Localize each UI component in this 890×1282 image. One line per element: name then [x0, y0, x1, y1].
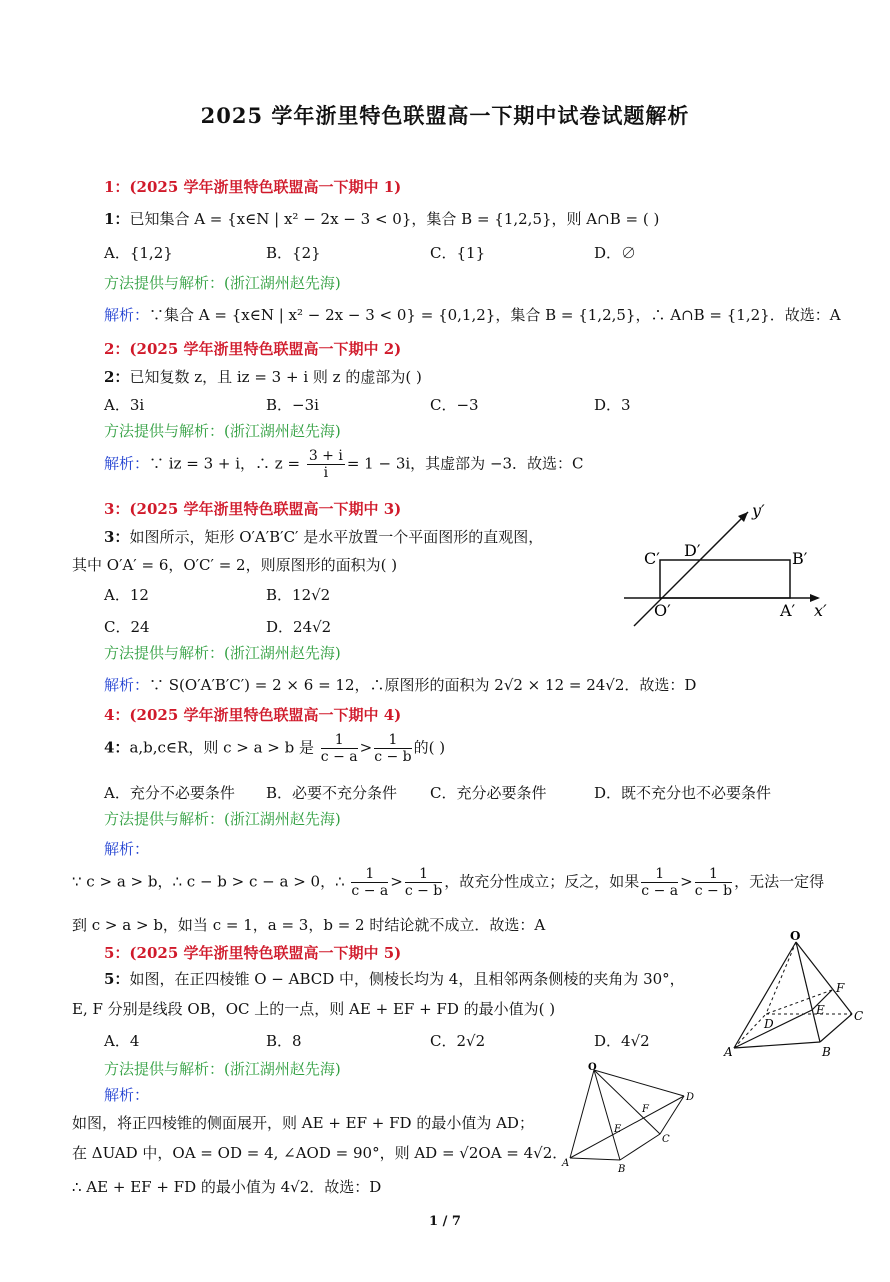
q1-analysis-text: ∵集合 A = {x∈N | x² − 2x − 3 < 0} = {0,1,2}，集合 B = {1,2,5}，∴ A∩B = {1,2}．故选：A	[149, 306, 841, 324]
q5-pyr-c: C	[854, 1009, 864, 1023]
q3-analysis-text: ∵ S(O′A′B′C′) = 2 × 6 = 12，∴原图形的面积为 2√2 × 12 = 24√2．故选：D	[149, 676, 697, 694]
q5-pyr-a: A	[724, 1045, 733, 1059]
q5-net-ad	[570, 1096, 684, 1158]
q3-label-o: O′	[654, 601, 671, 620]
q4-analysis-text-a: ∵ c > a > b，∴ c − b > c − a > 0，∴	[72, 872, 345, 891]
q5-net-a: A	[562, 1158, 570, 1169]
q4-fraction-1-num: 1	[321, 732, 358, 749]
q5-net-b: B	[618, 1164, 626, 1174]
q5-net-f: F	[642, 1104, 649, 1115]
q1-option-c: C．{1}	[430, 244, 486, 262]
q5-net-cd	[660, 1096, 684, 1134]
q3-stem-2: 其中 O′A′ = 6，O′C′ = 2，则原图形的面积为( )	[72, 556, 398, 574]
q4-analysis-line-1	[72, 866, 824, 899]
q4-analysis-gt-1: >	[390, 872, 403, 891]
q5-net-ab	[570, 1158, 620, 1160]
q4-fraction-1	[321, 732, 358, 765]
q4-option-c: C．充分必要条件	[430, 784, 547, 802]
q5-edge-od	[766, 942, 796, 1014]
q3-analysis	[104, 674, 696, 695]
q4-af4-den: c − b	[694, 883, 733, 899]
q5-method-line: 方法提供与解析：(浙江湖州赵先海)	[104, 1060, 341, 1078]
q2-fraction-num: 3 + i	[308, 448, 343, 464]
q5-net-e: E	[614, 1124, 622, 1135]
q5-edge-ad	[734, 1014, 766, 1048]
q3-option-a: A．12	[104, 586, 149, 604]
q2-option-b: B．−3i	[266, 396, 319, 414]
q3-label-c: C′	[644, 549, 660, 568]
q2-option-d: D．3	[594, 396, 631, 414]
q2-option-c: C．−3	[430, 396, 479, 414]
q1-stem	[104, 208, 659, 229]
q5-option-c: C．2√2	[430, 1032, 486, 1050]
q4-gt: >	[359, 738, 373, 757]
q3-stem-text-1: 如图所示，矩形 O′A′B′C′ 是水平放置一个平面图形的直观图，	[129, 528, 544, 546]
q1-analysis	[104, 304, 841, 325]
q3-label-d: D′	[684, 541, 701, 560]
q4-option-a: A．充分不必要条件	[104, 784, 235, 802]
page-title: 2025 学年浙里特色联盟高一下期中试卷试题解析	[200, 103, 690, 128]
q3-label-b: B′	[792, 549, 808, 568]
q3-figure	[620, 498, 840, 634]
q5-analysis-line-2: 在 ΔUAD 中，OA = OD = 4, ∠AOD = 90°，则 AD = √2OA = 4√2．	[72, 1144, 568, 1162]
q4-af3-den: c − a	[641, 883, 679, 899]
q4-fraction-2-num: 1	[374, 732, 411, 749]
q2-analysis-label: 解析：	[104, 454, 150, 473]
q5-net-figure	[560, 1060, 700, 1174]
q2-number: 2：	[104, 368, 130, 386]
q5-net-c: C	[662, 1134, 670, 1145]
q3-stem-1	[104, 526, 543, 547]
q5-net-bc	[620, 1134, 660, 1160]
q3-label-a: A′	[780, 601, 796, 620]
q3-y-axis	[634, 512, 748, 626]
q4-af4-num: 1	[695, 866, 732, 883]
q4-analysis-label: 解析：	[104, 840, 150, 858]
q4-number: 4：	[104, 738, 130, 757]
q5-stem-text-1: 如图，在正四棱锥 O − ABCD 中，侧棱长均为 4，且相邻两条侧棱的夹角为 30°，	[129, 970, 685, 988]
q4-analysis-text-c: ，无法一定得	[734, 872, 825, 891]
q4-analysis-fraction-3	[641, 866, 678, 899]
q4-analysis-fraction-4	[695, 866, 732, 899]
q2-method-line: 方法提供与解析：(浙江湖州赵先海)	[104, 422, 341, 440]
q3-rectangle	[660, 560, 790, 598]
q5-header: 5：(2025 学年浙里特色联盟高一下期中 5)	[104, 944, 402, 962]
q2-header: 2：(2025 学年浙里特色联盟高一下期中 2)	[104, 340, 402, 358]
q5-pyr-f: F	[836, 981, 845, 995]
q4-analysis-fraction-2	[405, 866, 442, 899]
q4-af3-num: 1	[641, 866, 678, 883]
q5-option-d: D．4√2	[594, 1032, 650, 1050]
q1-option-a: A．{1,2}	[104, 244, 173, 262]
q1-analysis-label: 解析：	[104, 306, 150, 324]
q5-pyr-b: B	[822, 1045, 831, 1059]
q4-stem-text-b: 的( )	[413, 738, 446, 757]
q1-stem-text: 已知集合 A = {x∈N | x² − 2x − 3 < 0}，集合 B = {1,2,5}，则 A∩B = ( )	[129, 210, 660, 228]
q5-stem-1	[104, 968, 685, 989]
q4-fraction-2-den: c − b	[374, 749, 412, 765]
q2-fraction	[307, 448, 345, 481]
page-number: 1 / 7	[429, 1214, 461, 1229]
q3-analysis-label: 解析：	[104, 676, 150, 694]
q5-pyramid-figure	[720, 930, 870, 1062]
q2-stem	[104, 366, 422, 387]
q5-net-d: D	[686, 1092, 695, 1103]
q2-fraction-den: i	[323, 465, 329, 481]
q2-option-a: A．3i	[104, 396, 145, 414]
q4-fraction-1-den: c − a	[320, 749, 358, 765]
q4-stem	[104, 732, 445, 765]
q4-stem-text-a: a,b,c∈R，则 c > a > b 是	[129, 738, 315, 757]
q5-option-a: A．4	[104, 1032, 140, 1050]
q2-analysis-text-a: ∵ iz = 3 + i，∴ z =	[149, 454, 301, 473]
q4-analysis-line-2: 到 c > a > b，如当 c = 1，a = 3，b = 2 时结论就不成立．故选：A	[72, 916, 546, 934]
q4-af1-num: 1	[351, 866, 388, 883]
q4-analysis-fraction-1	[351, 866, 388, 899]
q1-header: 1：(2025 学年浙里特色联盟高一下期中 1)	[104, 178, 402, 196]
q5-analysis-line-3: ∴ AE + EF + FD 的最小值为 4√2．故选：D	[72, 1178, 382, 1196]
q4-method-line: 方法提供与解析：(浙江湖州赵先海)	[104, 810, 341, 828]
q5-edge-bc	[820, 1014, 852, 1042]
q4-af2-den: c − b	[404, 883, 443, 899]
q4-af2-num: 1	[405, 866, 442, 883]
q4-option-d: D．既不充分也不必要条件	[594, 784, 772, 802]
q4-fraction-2	[374, 732, 411, 765]
q4-header: 4：(2025 学年浙里特色联盟高一下期中 4)	[104, 706, 402, 724]
q5-analysis-line-1: 如图，将正四棱锥的侧面展开，则 AE + EF + FD 的最小值为 AD；	[72, 1114, 534, 1132]
q5-pyr-d: D	[764, 1017, 774, 1031]
q1-option-d: D．∅	[594, 244, 637, 262]
q2-analysis	[104, 448, 584, 481]
q1-option-b: B．{2}	[266, 244, 321, 262]
q5-net-oa	[570, 1070, 594, 1158]
q5-net-o: O	[588, 1062, 597, 1073]
q3-header: 3：(2025 学年浙里特色联盟高一下期中 3)	[104, 500, 402, 518]
q1-number: 1：	[104, 210, 130, 228]
q4-option-b: B．必要不充分条件	[266, 784, 398, 802]
q3-option-c: C．24	[104, 618, 150, 636]
q2-stem-text: 已知复数 z，且 iz = 3 + i 则 z 的虚部为( )	[129, 368, 422, 386]
q5-net-ob	[594, 1070, 620, 1160]
q1-method-line: 方法提供与解析：(浙江湖州赵先海)	[104, 274, 341, 292]
q3-label-x: x′	[814, 601, 827, 620]
q5-number: 5：	[104, 970, 130, 988]
q4-analysis-text-b: ，故充分性成立；反之，如果	[444, 872, 640, 891]
q3-number: 3：	[104, 528, 130, 546]
q5-pyr-o: O	[790, 930, 801, 943]
q5-analysis-label: 解析：	[104, 1086, 150, 1104]
q3-label-y: y′	[752, 501, 765, 520]
q4-af1-den: c − a	[351, 883, 389, 899]
q5-edge-ab	[734, 1042, 820, 1048]
q4-analysis-gt-2: >	[680, 872, 693, 891]
q2-analysis-text-b: = 1 − 3i，其虚部为 −3．故选：C	[346, 454, 584, 473]
q3-option-d: D．24√2	[266, 618, 332, 636]
q5-edge-oa	[734, 942, 796, 1048]
q3-method-line: 方法提供与解析：(浙江湖州赵先海)	[104, 644, 341, 662]
q5-stem-2: E, F 分别是线段 OB，OC 上的一点，则 AE + EF + FD 的最小值为( )	[72, 1000, 556, 1018]
q3-option-b: B．12√2	[266, 586, 331, 604]
q5-pyr-e: E	[816, 1003, 825, 1017]
q5-option-b: B．8	[266, 1032, 302, 1050]
